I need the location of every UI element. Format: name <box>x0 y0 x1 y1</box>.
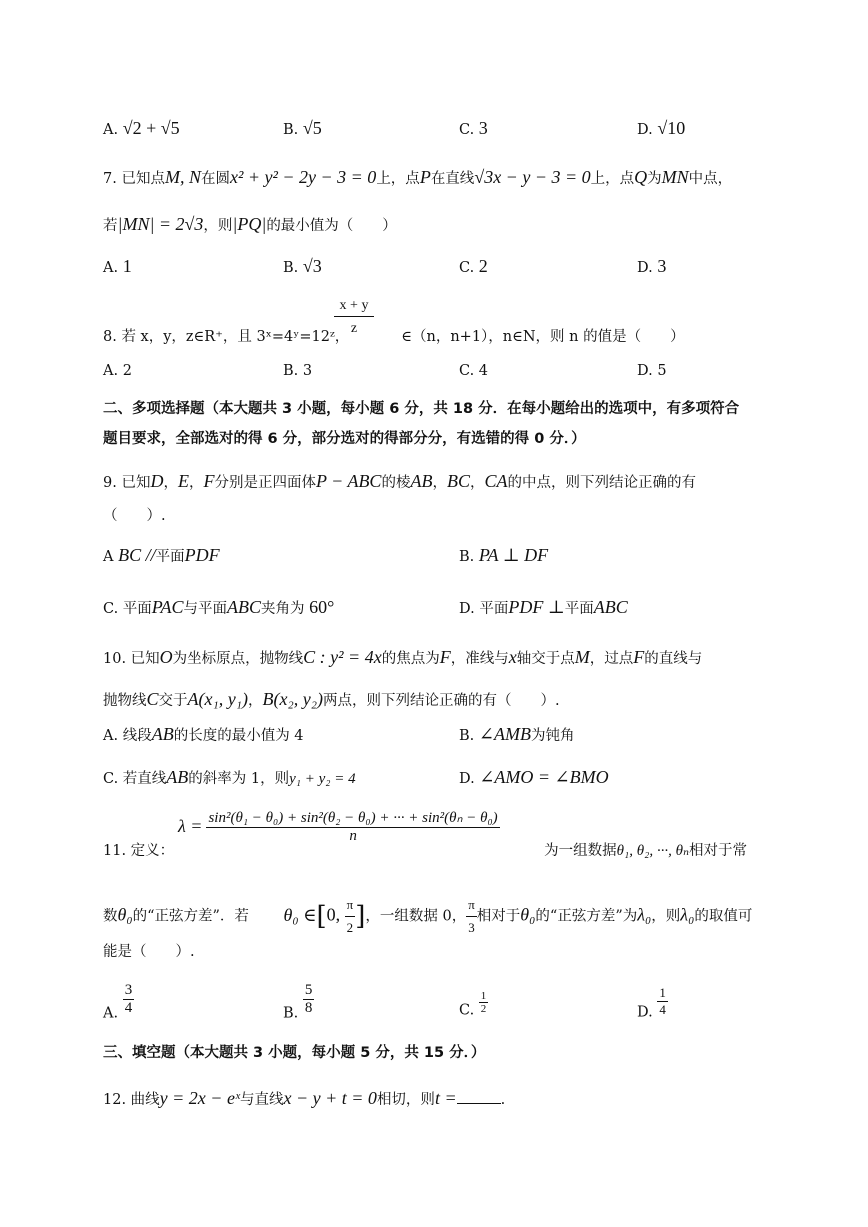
q7-option-d: D. 3 <box>637 256 667 276</box>
q6-option-c: C. 3 <box>459 118 488 138</box>
q8-option-c: C. 4 <box>459 363 489 379</box>
q10-option-d: D. ∠AMO = ∠BMO <box>459 767 609 787</box>
q7-option-a: A. 1 <box>103 256 132 276</box>
q6-option-b: B. √5 <box>283 118 322 138</box>
q11-lambda: λ = <box>178 816 203 836</box>
q8-stem: 8. 若 x，y，z∈R⁺，且 3ˣ=4ʸ=12ᶻ， ∈（n，n+1），n∈N，则 n 的值是（ ） <box>103 329 685 345</box>
q11-def-num: sin²(θ₁ − θ₀) + sin²(θ₂ − θ₀) + ··· + sin²(θₙ − θ₀) <box>208 810 498 826</box>
section2-heading-line1: 二、多项选择题（本大题共 3 小题，每小题 6 分，共 18 分．在每小题给出的选项中，有多项符合 <box>103 401 740 417</box>
q6-option-a: A. √2 + √5 <box>103 118 180 138</box>
q7-stem-line1: 7. 已知点M, N在圆x² + y² − 2y − 3 = 0上，点P在直线√3x − y − 3 = 0上，点Q为MN中点， <box>103 167 733 187</box>
q11-option-c: C. $\frac{1}{2}$ <box>459 990 487 1019</box>
q11-def-den: n <box>349 828 357 844</box>
q9-stem-line2: （ ）. <box>103 508 166 524</box>
q10-option-a: A. 线段AB的长度的最小值为 4 <box>103 724 304 744</box>
q10-stem-line2: 抛物线C交于A(x₁, y₁)，B(x₂, y₂)两点，则下列结论正确的有（ ）. <box>103 689 560 709</box>
q10-stem-line1: 10. 已知O为坐标原点，抛物线C : y² = 4x的焦点为F，准线与x轴交于点M，过点F的直线与 <box>103 647 703 667</box>
q7-option-c: C. 2 <box>459 256 488 276</box>
q12-answer-blank[interactable] <box>457 1103 501 1104</box>
q9-option-b: B. PA ⊥ DF <box>459 545 549 565</box>
q7-option-b: B. √3 <box>283 256 322 276</box>
q8-option-d: D. 5 <box>637 363 667 379</box>
section3-heading: 三、填空题（本大题共 3 小题，每小题 5 分，共 15 分．） <box>103 1045 486 1061</box>
q9-option-c: C. 平面PAC与平面ABC夹角为 60° <box>103 597 335 617</box>
q9-stem-line1: 9. 已知D，E，F分别是正四面体P − ABC的棱AB，BC，CA的中点，则下列结论正确的有 <box>103 471 696 491</box>
q11-option-a: A. $\frac{3}{4}$ <box>103 982 133 1022</box>
section2-heading-line2: 题目要求，全部选对的得 6 分，部分选对的得部分分，有选错的得 0 分．） <box>103 431 586 447</box>
q7-stem-line2: 若|MN| = 2√3，则|PQ|的最小值为（ ） <box>103 214 397 234</box>
q11-stem-line3: 能是（ ）. <box>103 944 195 960</box>
q11-option-d: D. $\frac{1}{4}$ <box>637 985 666 1021</box>
q11-stem-line2: 数θ₀的“正弦方差”．若 θ₀ ∈[0, $\frac{\pi}{2}$ ]，一组数据 0， $\frac{\pi}{3}$ 相对于θ₀的“正弦方差”为λ₀，则λ₀的取值可 <box>103 894 752 939</box>
q12-stem: 12. 曲线y = 2x − eˣ与直线x − y + t = 0相切，则t = . <box>103 1088 506 1108</box>
q9-option-a: A BC //平面PDF <box>103 545 220 565</box>
q10-option-c: C. 若直线AB的斜率为 1，则y₁ + y₂ = 4 <box>103 767 356 787</box>
q11-option-b: B. $\frac{5}{8}$ <box>283 982 313 1022</box>
q8-frac-num: x + y <box>334 298 374 317</box>
q8-option-a: A. 2 <box>103 363 132 379</box>
q8-frac-den: z <box>350 321 358 336</box>
q8-option-b: B. 3 <box>283 363 313 379</box>
q6-option-d: D. √10 <box>637 118 686 138</box>
q11-stem-line1: 11. 定义： 为一组数据θ₁, θ₂, ···, θₙ相对于常 <box>103 843 748 859</box>
q10-option-b: B. ∠AMB为钝角 <box>459 724 575 744</box>
q9-option-d: D. 平面PDF ⊥平面ABC <box>459 597 628 617</box>
